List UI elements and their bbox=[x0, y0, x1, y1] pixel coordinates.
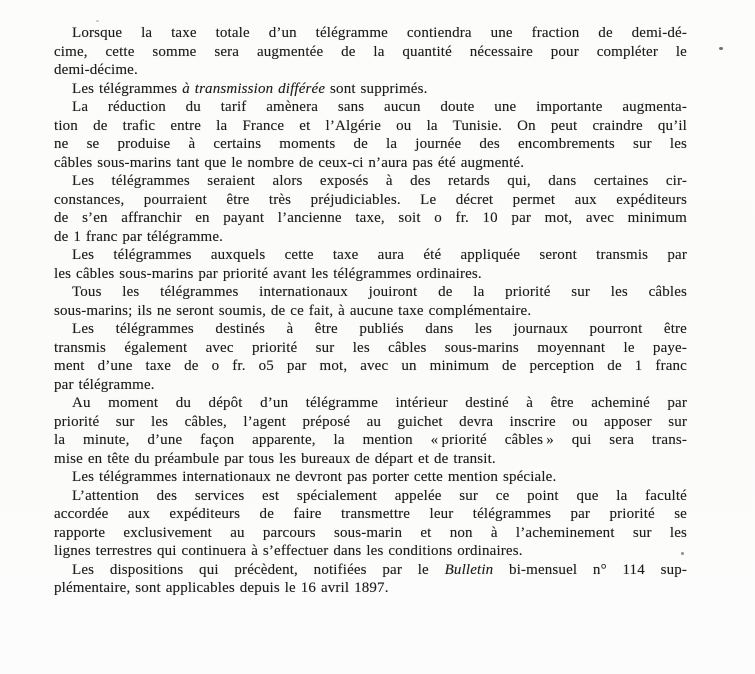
italic-text-segment: Bulletin bbox=[444, 561, 494, 578]
text-line bbox=[54, 191, 687, 210]
paragraph bbox=[54, 468, 687, 487]
text-segment: cime, cette somme sera augmentée de la quantité nécessaire pour compléter le bbox=[54, 43, 687, 60]
document-text bbox=[54, 24, 687, 598]
paragraph bbox=[54, 487, 687, 561]
text-segment: par télégramme. bbox=[54, 376, 155, 393]
paragraph bbox=[54, 561, 687, 598]
text-line bbox=[54, 24, 687, 43]
paragraph bbox=[54, 172, 687, 246]
text-segment: ne se produise à certains moments de la journée des encombrements sur les bbox=[54, 136, 687, 152]
text-segment: Les dispositions qui précèdent, notifiées par le bbox=[72, 561, 445, 578]
scan-speck bbox=[719, 47, 723, 50]
paragraph bbox=[54, 80, 687, 99]
text-line bbox=[54, 524, 687, 543]
text-line bbox=[54, 265, 687, 284]
text-line bbox=[54, 339, 687, 358]
paragraph bbox=[54, 98, 687, 172]
text-segment: constances, pourraient être très préjudiciables. Le décret permet aux expéditeurs bbox=[54, 191, 687, 208]
paragraph bbox=[54, 283, 687, 320]
paragraph bbox=[54, 320, 687, 394]
text-line bbox=[54, 135, 687, 154]
text-line bbox=[54, 154, 687, 173]
text-segment: de 1 franc par télégramme. bbox=[54, 228, 224, 245]
text-segment: ment d’une taxe de o fr. o5 par mot, avec un minimum de perception de 1 franc bbox=[54, 358, 687, 374]
text-line bbox=[54, 505, 687, 524]
text-line bbox=[54, 561, 687, 580]
text-segment: La réduction du tarif amènera sans aucun doute une importante augmenta- bbox=[72, 99, 687, 115]
text-segment: Les télégrammes bbox=[72, 80, 183, 97]
text-segment: transmis également avec priorité sur les câbles sous-marins moyennant le paye- bbox=[54, 339, 687, 356]
text-segment: Tous les télégrammes internationaux jouiront de la priorité sur les câbles bbox=[72, 284, 687, 300]
text-line bbox=[54, 357, 687, 376]
text-segment: bi-mensuel n° 114 sup- bbox=[493, 561, 688, 578]
text-line bbox=[54, 431, 687, 450]
paragraph bbox=[54, 246, 687, 283]
text-line bbox=[54, 302, 687, 321]
text-line bbox=[54, 228, 687, 247]
text-segment: priorité sur les câbles, l’agent préposé au guichet devra inscrire ou apposer sur bbox=[54, 413, 687, 430]
text-line bbox=[54, 579, 687, 598]
text-line bbox=[54, 394, 687, 413]
text-segment: lignes terrestres qui continuera à s’effectuer dans les conditions ordinaires. bbox=[54, 543, 523, 559]
text-segment: Les télégrammes seraient alors exposés à des retards qui, dans certaines cir- bbox=[72, 173, 687, 189]
text-segment: tion de trafic entre la France et l’Algérie ou la Tunisie. On peut craindre qu’il bbox=[54, 117, 687, 134]
text-line bbox=[54, 487, 687, 506]
text-segment: accordée aux expéditeurs de faire transmettre leur télégrammes par priorité se bbox=[54, 506, 687, 522]
scan-speck bbox=[96, 20, 99, 22]
text-line bbox=[54, 209, 687, 228]
text-segment: Au moment du dépôt d’un télégramme intérieur destiné à être acheminé par bbox=[72, 395, 687, 411]
text-segment: sont supprimés. bbox=[325, 80, 428, 97]
text-line bbox=[54, 450, 687, 469]
text-line bbox=[54, 468, 687, 487]
text-segment: Les télégrammes auxquels cette taxe aura été appliquée seront transmis par bbox=[72, 247, 687, 263]
text-segment: câbles sous-marins tant que le nombre de ceux-ci n’aura pas été augmenté. bbox=[54, 154, 525, 171]
italic-text-segment: à transmission différée bbox=[182, 80, 326, 97]
scan-speck bbox=[681, 552, 684, 555]
text-line bbox=[54, 117, 687, 136]
text-line bbox=[54, 98, 687, 117]
text-line bbox=[54, 80, 687, 99]
text-segment: L’attention des services est spécialement appelée sur ce point que la faculté bbox=[72, 487, 687, 504]
text-segment: les câbles sous-marins par priorité avant les télégrammes ordinaires. bbox=[54, 265, 482, 282]
text-segment: Les télégrammes internationaux ne devront pas porter cette mention spéciale. bbox=[72, 469, 557, 485]
text-line bbox=[54, 542, 687, 561]
text-segment: la minute, d’une façon apparente, la mention « priorité câbles » qui sera trans- bbox=[54, 432, 687, 448]
text-segment: mise en tête du préambule par tous les bureaux de départ et de transit. bbox=[54, 450, 496, 467]
paragraph bbox=[54, 394, 687, 468]
text-line bbox=[54, 61, 687, 80]
text-segment: Les télégrammes destinés à être publiés dans les journaux pourront être bbox=[72, 321, 687, 337]
text-segment: de s’en affranchir en payant l’ancienne taxe, soit o fr. 10 par mot, avec minimum bbox=[54, 210, 687, 226]
text-line bbox=[54, 413, 687, 432]
text-segment: Lorsque la taxe totale d’un télégramme contiendra une fraction de demi-dé- bbox=[72, 25, 687, 41]
text-segment: rapporte exclusivement au parcours sous-marin et non à l’acheminement sur les bbox=[54, 524, 687, 541]
text-line bbox=[54, 320, 687, 339]
paragraph bbox=[54, 24, 687, 80]
text-line bbox=[54, 172, 687, 191]
text-segment: plémentaire, sont applicables depuis le 16 avril 1897. bbox=[54, 580, 389, 596]
text-line bbox=[54, 376, 687, 395]
text-line bbox=[54, 43, 687, 62]
text-line bbox=[54, 283, 687, 302]
text-segment: demi-décime. bbox=[54, 62, 138, 78]
text-line bbox=[54, 246, 687, 265]
text-segment: sous-marins; ils ne seront soumis, de ce fait, à aucune taxe complémentaire. bbox=[54, 302, 532, 319]
